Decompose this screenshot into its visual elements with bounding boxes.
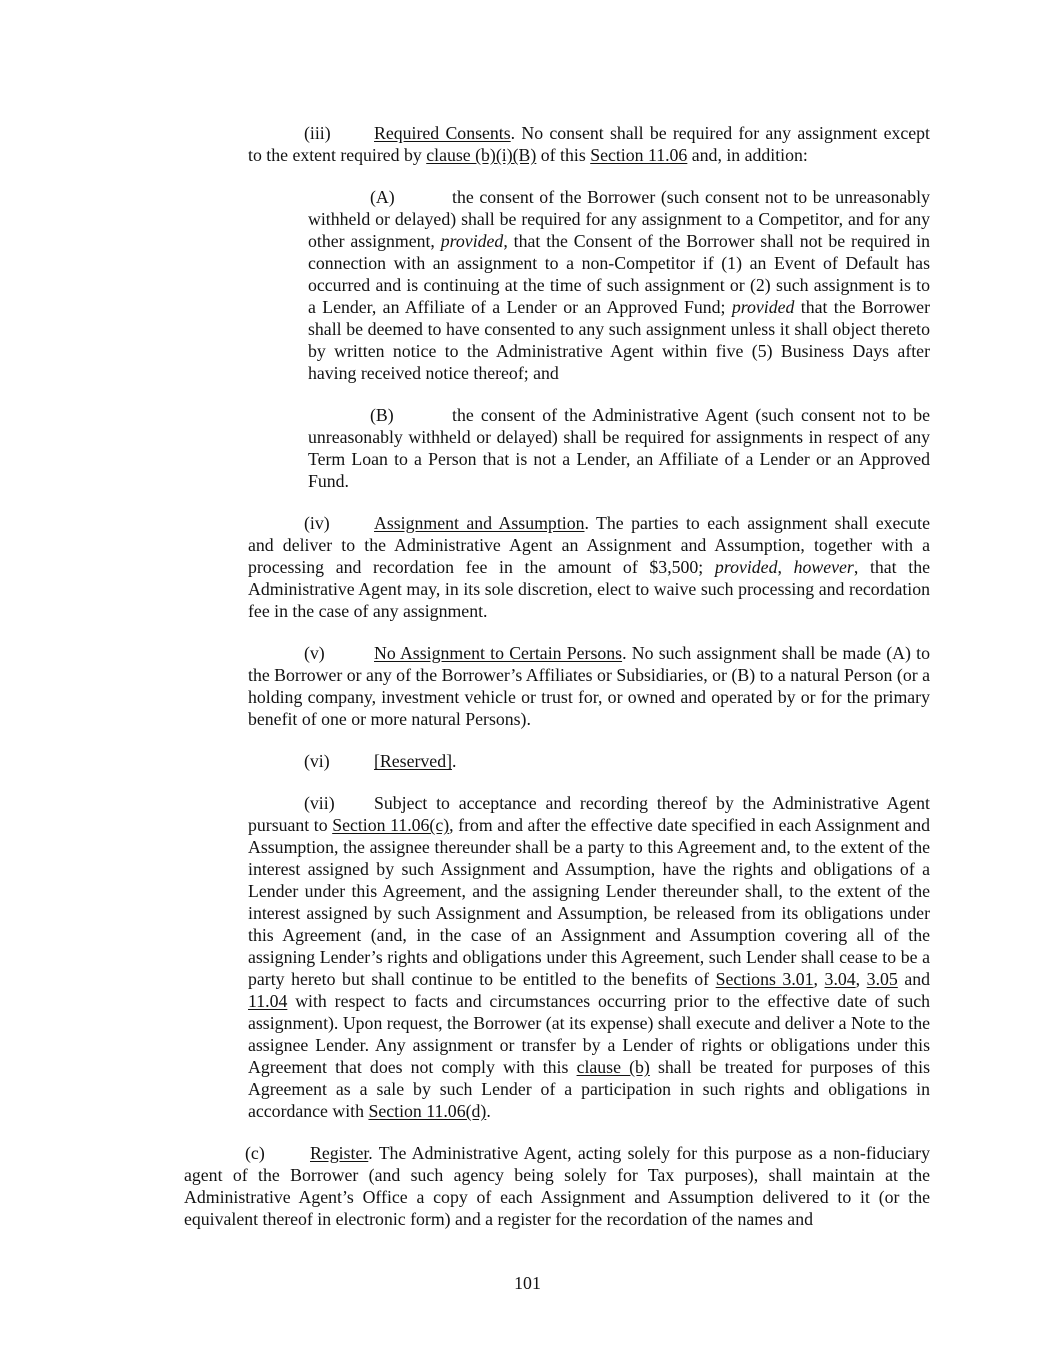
text-run: , that the Administrative Agent may, in its sole discretion, elect to waive such processing and recordation fee in the case of any assignment. xyxy=(248,557,931,621)
text-run: . No consent shall be required for any assignment except to the extent required by xyxy=(248,123,930,165)
underlined-term: 3.05 xyxy=(866,969,898,989)
underlined-term: Sections 3.01 xyxy=(715,969,814,989)
underlined-term: clause (b) xyxy=(576,1057,650,1077)
underlined-term: [Reserved] xyxy=(374,751,453,771)
underlined-term: Section 11.06 xyxy=(590,145,688,165)
paragraph-vii xyxy=(248,792,930,1122)
text-run: the consent of the Borrower (such consent not to be unreasonably withheld or delayed) shall be required for any assignment to a Competitor, and for any other assignment, xyxy=(308,187,930,251)
document-body xyxy=(184,122,930,1250)
text-run: and, in addition: xyxy=(687,145,808,165)
underlined-term: Section 11.06(d) xyxy=(368,1101,487,1121)
page-footer xyxy=(0,1272,1055,1294)
underlined-term: Register xyxy=(310,1143,369,1163)
paragraph-label: (v) xyxy=(304,643,325,663)
paragraph-iii-B xyxy=(308,404,930,492)
paragraph-label: (B) xyxy=(370,405,394,425)
paragraph-label: (c) xyxy=(245,1143,265,1163)
paragraph-c xyxy=(184,1142,930,1230)
underlined-term: clause (b)(i)(B) xyxy=(426,145,537,165)
text-run: , xyxy=(813,969,825,989)
text-run: shall be treated for purposes of this Agreement as a sale by such Lender of a participation in such rights and obligations in accordance with xyxy=(248,1057,930,1121)
paragraph-label: (vi) xyxy=(304,751,330,771)
italic-term: provided xyxy=(731,297,795,317)
page-number: 101 xyxy=(514,1273,541,1293)
underlined-term: Assignment and Assumption xyxy=(374,513,585,533)
paragraph-label: (A) xyxy=(370,187,395,207)
text-run: of this xyxy=(536,145,591,165)
text-run: . xyxy=(452,751,457,771)
paragraph-label: (vii) xyxy=(304,793,335,813)
paragraph-label: (iv) xyxy=(304,513,330,533)
italic-term: provided xyxy=(714,557,778,577)
text-run: . xyxy=(486,1101,491,1121)
underlined-term: Section 11.06(c) xyxy=(332,815,450,835)
text-run: Subject to acceptance and recording thereof by the Administrative Agent pursuant to xyxy=(248,793,930,835)
underlined-term: 11.04 xyxy=(248,991,288,1011)
italic-term: provided xyxy=(440,231,504,251)
text-run: with respect to facts and circumstances occurring prior to the effective date of such assignment). Upon request, the Borrower (at its expense) shall execute and deliver a Note to the assignee Lender. Any assignment or transfer by a Lender of rights or obligations under this Agreement that does not comply with this xyxy=(248,991,930,1077)
text-run: . The Administrative Agent, acting solely for this purpose as a non-fiduciary agent of the Borrower (and such agency being solely for Tax purposes), shall maintain at the Administrative Agent’s Office a copy of each Assignment and Assumption delivered to it (or the equivalent thereof in electronic form) and a register for the recordation of the names and xyxy=(184,1143,930,1229)
paragraph-v xyxy=(248,642,930,730)
underlined-term: Required Consents xyxy=(374,123,511,143)
text-run: , that the Consent of the Borrower shall not be required in connection with an assignment to a non-Competitor if (1) an Event of Default has occurred and is continuing at the time of such assignment or (2) such assignment is to a Lender, an Affiliate of a Lender or an Approved Fund; xyxy=(308,231,930,317)
text-run: . The parties to each assignment shall execute and deliver to the Administrative Agent an Assignment and Assumption, together with a processing and recordation fee in the amount of $3,500; xyxy=(248,513,930,577)
paragraph-iii xyxy=(248,122,930,166)
paragraph-iii-A xyxy=(308,186,930,384)
text-run: , xyxy=(855,969,867,989)
underlined-term: 3.04 xyxy=(824,969,856,989)
underlined-term: No Assignment to Certain Persons xyxy=(374,643,623,663)
paragraph-iv xyxy=(248,512,930,622)
text-run: . No such assignment shall be made (A) to the Borrower or any of the Borrower’s Affiliates or Subsidiaries, or (B) to a natural Person (or a holding company, investment vehicle or trust for, or owned and operated by or for the primary benefit of one or more natural Persons). xyxy=(248,643,930,729)
text-run: , xyxy=(777,557,794,577)
text-run: the consent of the Administrative Agent (such consent not to be unreasonably withheld or delayed) shall be required for assignments in respect of any Term Loan to a Person that is not a Lender, an Affiliate of a Lender or an Approved Fund. xyxy=(308,405,930,491)
text-run: and xyxy=(897,969,931,989)
paragraph-vi xyxy=(248,750,930,772)
text-run: that the Borrower shall be deemed to have consented to any such assignment unless it shall object thereto by written notice to the Administrative Agent within five (5) Business Days after having received notice thereof; and xyxy=(308,297,930,383)
paragraph-label: (iii) xyxy=(304,123,331,143)
text-run: , from and after the effective date specified in each Assignment and Assumption, the assignee thereunder shall be a party to this Agreement and, to the extent of the interest assigned by such Assignment and Assumption, have the rights and obligations of a Lender under this Agreement, and the assigning Lender thereunder shall, to the extent of the interest assigned by such Assignment and Assumption, be released from its obligations under this Agreement (and, in the case of an Assignment and Assumption covering all of the assigning Lender’s rights and obligations under this Agreement, such Lender shall cease to be a party hereto but shall continue to be entitled to the benefits of xyxy=(248,815,930,989)
italic-term: however xyxy=(793,557,854,577)
